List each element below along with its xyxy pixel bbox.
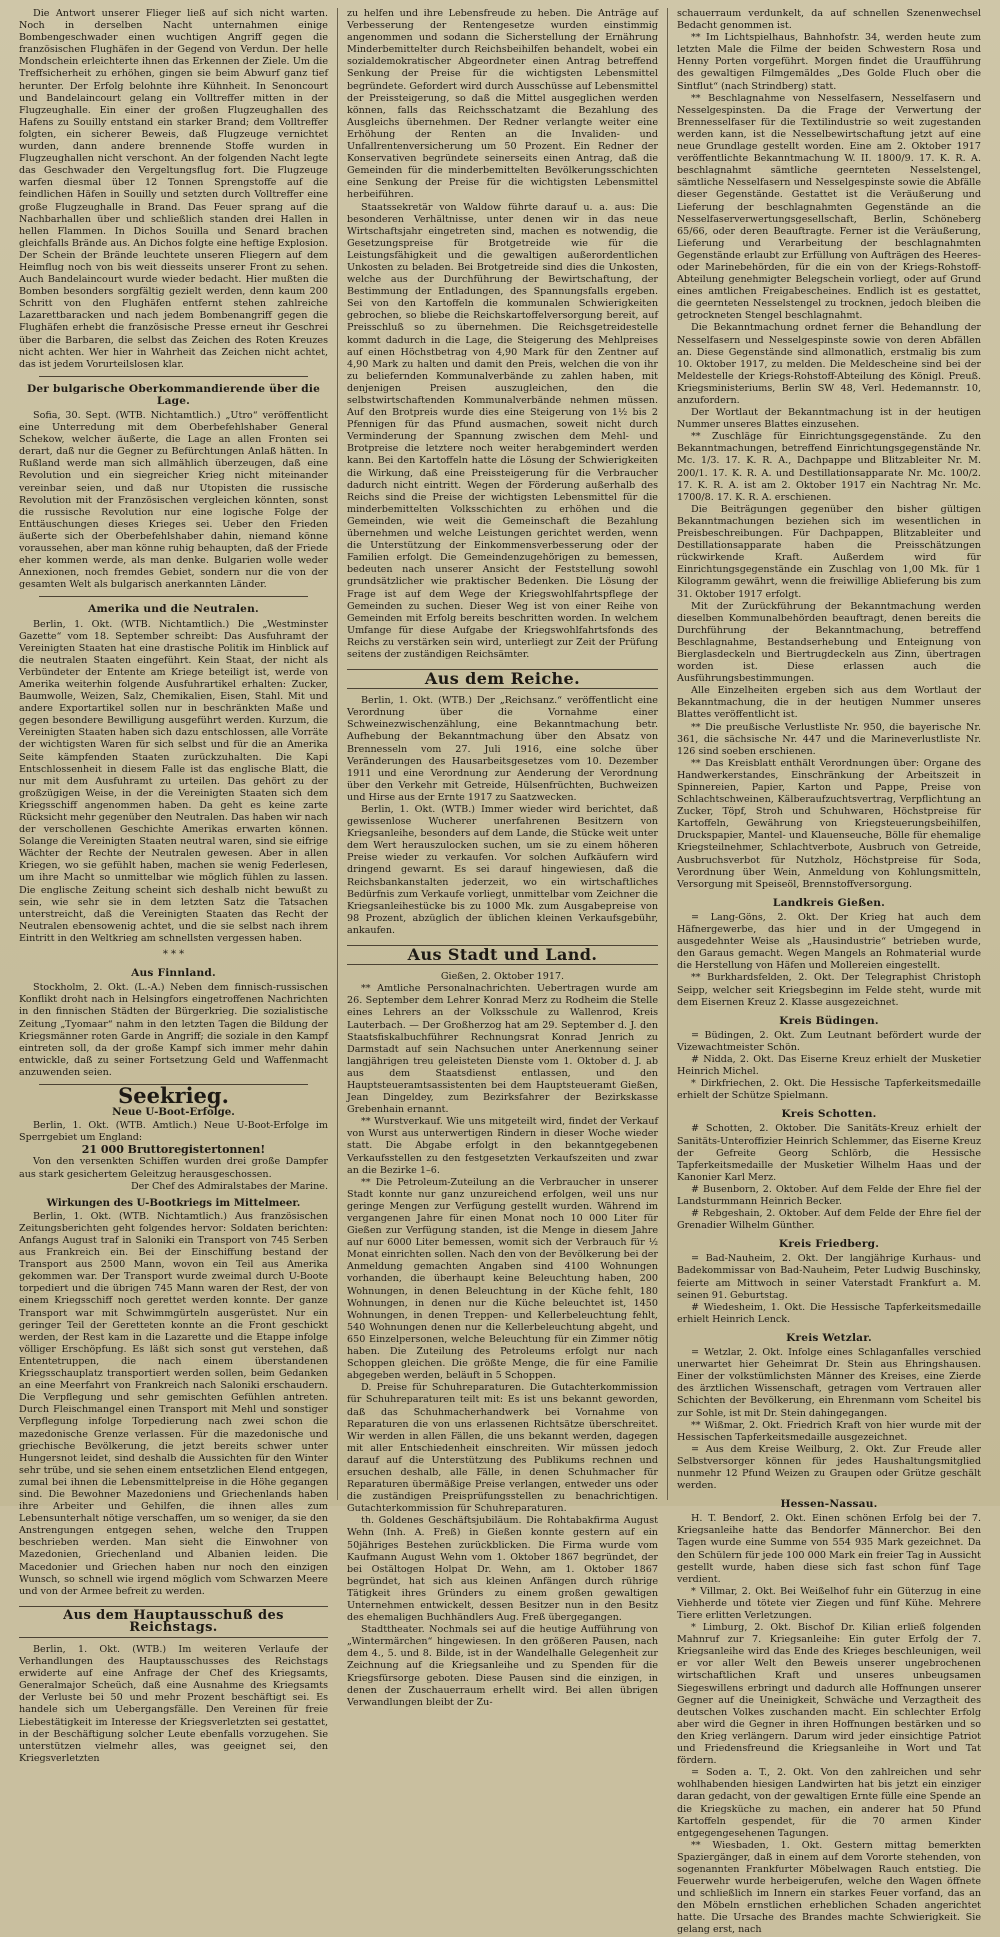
heading-seekrieg: Seekrieg. (118, 1082, 229, 1108)
heading-hessen-nassau: Hessen-Nassau. (780, 1498, 878, 1511)
article-bulgarian-commander: Sofia, 30. Sept. (WTB. Nichtamtlich.) „Utro“ veröffentlicht eine Unterredung mit dem Oberbefehlshaber General Schekow, welcher äußerte, die Lage an allen Fronten sei derart, daß nur die Gegner zu Befürchtungen Anlaß hätten. In Rußland werde man sich allmählich überzeugen, daß eine Revolution und ein siegreicher Krieg nicht miteinander vereinbar seien, und daß nur Utopisten die russische Revolution mit der Französischen vergleichen könnten, sonst die russische Revolution nur eine logische Folge der Enttäuschungen dieses Krieges sei. Ueber den Frieden äußerte sich der Oberbefehlshaber dahin, niemand könne voraussehen, aber man könne ruhig behaupten, daß der Friede eher kommen werde, als man denke. Bulgarien wolle weder Annexionen, noch fremdes Gebiet, sondern nur die von der gesamten Welt als bulgarisch anerkannten Länder. (19, 410, 328, 591)
article-waldow: Staatssekretär von Waldow führte darauf u. a. aus: Die besonderen Verhältnisse, unter denen wir in das neue Wirtschaftsjahr eingetreten sind, machen es notwendig, die Gesetzungspreise für Brotgetreide wie für die Leistungsfähigkeit und die gewaltigen außerordentlichen Unkosten zu beladen. Bei Brotgetreide sind dies die Unkosten, welche aus der Durchführung der Bewirtschaftung, der Bestimmung der Entladungen, des Spannungsfalls ergeben. Sei von den Kartoffeln die kommunalen Schwierigkeiten gebrochen, so bliebe die Reichskartoffelversorgung bereit, auf Preisschluß so zu übernehmen. Die Reichsgetreidestelle kommt dadurch in die Lage, die Steigerung des Mehlpreises auf einen Höchstbetrag von 4,90 Mark für den Zentner auf 4,90 Mark zu halten und damit den Preis, welchen die von ihr zu beliefernden Kommunalverbände zu zahlen haben, mit denjenigen Preisen auszugleichen, den die selbstwirtschaftenden Kommunalverbände nehmen müssen. Auf den Brotpreis wurde dies eine Steigerung von 1½ bis 2 Pfennigen für das Pfund ausmachen, soweit nicht durch Verminderung der Spannung zwischen dem Mehl- und Brotpreise die letztere noch weiter herabgemindert werden kann. Bei den Kartoffeln hatte die Lösung der Schwierigkeiten die Wirkung, daß eine Preissteigerung für die Verbraucher dadurch nicht eintritt. Wegen der Förderung außerhalb des Reichs sind die Preise der wichtigsten Lebensmittel für die minderbemittelten Volksschichten zu erhöhen und die Gemeinden, wie weit die Gemeinschaft die Bezahlung übernehmen und welche Leistungen gerichtet werden, wenn die Unterstützung der Einkommensverbesserung oder der Familien erfolgt. Die Gemeindenzugehörigen zu bemessen, bedeuten nach unserer Ansicht der Feststellung sowohl grundsätzlicher wie praktischer Bedenken. Die Lösung der Frage ist auf dem Wege der Kriegswohlfahrtspflege der Gemeinden zu suchen. Dieser Weg ist von einer Reihe von Gemeinden mit Erfolg bereits beschritten worden. In welchem Umfange für diese Aufgabe der Kriegswohlfahrtsfonds des Reichs zu verstärken sein wird, unterliegt zur Zeit der Prüfung seitens der zuständigen Reichsämter. (347, 201, 658, 660)
heading-kreis-buedingen: Kreis Büdingen. (779, 1014, 879, 1027)
article-einrichtung-3: Mit der Zurückführung der Bekanntmachung werden dieselben Kommunalbehörden beauftragt, denen bereits die Durchführung der Bekanntmachung, betreffend Beschlagnahme, Bestandserhebung und Enteignung von Bierglasdeckeln und Biertrugdeckeln aus Zinn, übertragen worden ist. Diese erlassen auch die Ausführungsbestimmungen. (677, 600, 981, 685)
article-dirkfriechen: * Dirkfriechen, 2. Okt. Die Hessische Tapferkeitsmedaille erhielt der Schütze Spielmann. (677, 1078, 981, 1102)
subheading-mittelmeer: Wirkungen des U-Bootkriegs im Mittelmeer. (46, 1196, 301, 1209)
article-lang-goens: = Lang-Göns, 2. Okt. Der Krieg hat auch dem Häfnergewerbe, das hier und in der Umgegend in ausgedehnter Weise als „Hausindustrie“ betrieben wurde, den Garaus gemacht. Wegen Mangels an Rohmaterial wurde die Herstellung von Häfen und Mollereien eingestellt. (677, 911, 981, 972)
article-jubilaeum: th. Goldenes Geschäftsjubiläum. Die Rohtabakfirma August Wehn (Inh. A. Freß) in Gießen konnte gestern auf ein 50jähriges Bestehen zurückblicken. Die Firma wurde vom Kaufmann August Wehn vom 1. Oktober 1867 begründet, der bei Ostältogen Holpat Dr. Wehn, am 1. Oktober 1867 begründet, hat sich aus kleinen Anfängen durch rührige Tätigkeit ihres Gründers zu einem großen gewaltigen Unternehmen entwickelt, dessen Besitzer nun in den Besitz des ehemaligen Buchhändlers Aug. Freß übergegangen. (347, 1515, 658, 1624)
article-wetzlar: = Wetzlar, 2. Okt. Infolge eines Schlaganfalles verschied unerwartet hier Geheimrat Dr. Stein aus Ehringshausen. Einer der volkstümlichsten Männer des Kreises, eine Zierde des ärztlichen Wissenschaft, getragen vom Vertrauen aller Schichten der Bevölkerung, ein Ehrenmann vom Scheitel bis zur Sohle, ist mit Dr. Stein dahingegangen. (677, 1347, 981, 1419)
article-einrichtung: ** Zuschläge für Einrichtungsgegenstände. Zu den Bekanntmachungen, betreffend Einrichtungsgegenstände Nr. Mc. 1/3. 17. K. R. A., Dachpappe und Blitzableiter Nr. M. 200/1. 17. K. R. A. und Destillationsapparate Nr. Mc. 100/2. 17. K. R. A. ist am 2. Oktober 1917 ein Nachtrag Nr. Mc. 1700/8. 17. K. R. A. erschienen. (677, 431, 981, 503)
article-nessel-2: Die Bekanntmachung ordnet ferner die Behandlung der Nesselfasern und Nesselgespinste sowie von deren Abfällen an. Diese Gegenstände sind allmonatlich, erstmalig bis zum 10. Oktober 1917, zu melden. Die Meldescheine sind bei der Meldestelle der Kriegs-Rohstoff-Abteilung des Königl. Preuß. Kriegsministeriums, Berlin SW 48, Verl. Hedemannstr. 10, anzufordern. (677, 322, 981, 406)
article-nessel: ** Beschlagnahme von Nesselfasern, Nesselfasern und Nesselgespinsten. Da die Frage der Verwertung der Brennesselfaser für die Textilindustrie so weit zugestanden werden kann, ist die Nesselbewirtschaftung jetzt auf eine neue Grundlage gestellt worden. Eine am 2. Oktober 1917 veröffentlichte Bekanntmachung W. II. 1800/9. 17. K. R. A. beschlagnahmt sämtliche geernteten Nesselstengel, sämtliche Nesselfasern und Nesselgespinste sowie die Abfälle dieser Gegenstände. Gestattet ist die Veräußerung und Lieferung der beschlagnahmten Gegenstände an die Nesselfaserverwertungsgesellschaft, Berlin, Schöneberg 65/66, oder deren Beauftragte. Ferner ist die Veräußerung, Lieferung und Verarbeitung der beschlagnahmten Gegenstände erlaubt zur Erfüllung von Aufträgen des Heeres- oder Marinebehörden, für die ein von der Kriegs-Rohstoff-Abteilung genehmigter Belegschein vorliegt, oder auf Grund eines amtlichen Freigabescheines. Endlich ist es gestattet, die geernteten Nesselstengel zu trocknen, jedoch bleiben die getrockneten Stengel beschlagnahmt. (677, 92, 981, 322)
article-bad-nauheim: = Bad-Nauheim, 2. Okt. Der langjährige Kurhaus- und Badekommissar von Bad-Nauheim, Peter Ludwig Buschinsky, feierte am Mittwoch in seiner Vaterstadt Frankfurt a. M. seinen 91. Geburtstag. (677, 1253, 981, 1301)
column-3 (668, 8, 990, 1936)
article-petroleum: ** Die Petroleum-Zuteilung an die Verbraucher in unserer Stadt konnte nur ganz unzureichend erfolgen, weil uns nur geringe Mengen zur Verfügung gestellt wurden. Während im vergangenen Jahre für einen Monat noch 10 000 Liter für Gießen zur Verfügung standen, ist die Menge in diesem Jahre auf nur 6000 Liter bemessen, womit sich der Verbrauch für ½ Monat einrichten sollen. Nach den von der Bevölkerung bei der Anmeldung gemachten Angaben sind 4100 Wohnungen vorhanden, die überhaupt keine Beleuchtung haben, 200 Wohnungen, in denen Beleuchtung in der Küche fehlt, 180 Wohnungen, in denen nur die Küche beleuchtet ist, 1450 Wohnungen, in denen Treppen- und Kellerbeleuchtung fehlt, 540 Wohnungen denen nur die Kellerbeleuchtung abgeht, und 650 Einzelpersonen, welche Beleuchtung für ein Zimmer nötig haben. Die Zuteilung des Petroleums erfolgt nur nach Schoppen gleichen. Die größte Menge, die für eine Familie abgegeben werden, beläuft in 5 Schoppen. (347, 1176, 658, 1382)
dateline-giessen: Gießen, 2. Oktober 1917. (440, 971, 565, 983)
section-stadt-und-land: Aus Stadt und Land. (347, 945, 658, 965)
article-uboot: Berlin, 1. Okt. (WTB. Amtlich.) Neue U-Boot-Erfolge im Sperrgebiet um England: (19, 1120, 328, 1144)
article-nidda: # Nidda, 2. Okt. Das Eiserne Kreuz erhielt der Musketier Heinrich Michel. (677, 1053, 981, 1078)
section-stars: * * * (162, 949, 185, 961)
article-flieger-vergeltung: Die Antwort unserer Flieger ließ auf sich nicht warten. Noch in derselben Nacht unternahmen einige Bombengeschwader einen wuchtigen Angriff gegen die französischen Flughäfen in der Gegend von Verdun. Der helle Mondschein erleichterte ihnen das Erkennen der Ziele. Um die Treffsicherheit zu erhöhen, gingen sie beim Abwurf ganz tief herunter. Der Erfolg belohnte ihre Kühnheit. In Senoncourt und Bandelaincourt gelang ein Volltreffer mitten in der Flugzeughalle. Ein einer der großen Flugzeughallen des Hafens zu Souilly entstand ein starker Brand; dem Volltreffer folgten, ein sicherer Beweis, daß Flugzeuge vernichtet wurden, dann andere brennende Stoffe wurden in Flugzeughallen nicht verschont. An der folgenden Nacht legte das Geschwader den Vergeltungsflug fort. Die Flugzeuge warfen diesmal über 12 Tonnen Sprengstoffe auf die feindlichen Häfen in Souilly und setzten durch Volltreffer eine große Flugzeughalle in Brand. Das Feuer sprang auf die Nachbarhallen über und schließlich standen drei Hallen in hellen Flammen. In Dichos Souilla und Senard brachen gleichfalls Brände aus. An Dichos folgte eine heftige Explosion. Der Schein der Brände leuchtete unseren Fliegern auf dem Heimflug noch von bis weit diesseits unserer Front zu sehen. Auch Bandelaincourt wurde wieder bedacht. Hier mußten die Bomben besonders sorgfältig gezielt werden, denn kaum 200 Schritt von den Flughäfen entfernt stehen zahlreiche Lazarettbaracken und nach jedem Bombenangriff gegen die Flughäfen erhebt die französische Presse erneut ihr Geschrei über die Barbaren, die selbst das Zeichen des Roten Kreuzes nicht achten. Wer hier in Wahrheit das Zeichen nicht achtet, das ist jedem Vorurteilslosen klar. (19, 8, 328, 370)
article-verlustliste: ** Die preußische Verlustliste Nr. 950, die bayerische Nr. 361, die sächsische Nr. 447 und die Marineverlustliste Nr. 126 sind soeben erschienen. (677, 721, 981, 757)
heading-kreis-wetzlar: Kreis Wetzlar. (786, 1331, 872, 1344)
article-reiche-2: Berlin, 1. Okt. (WTB.) Immer wieder wird berichtet, daß gewissenlose Wucherer unerfahrenen Besitzern von Kriegsanleihe, besonders auf dem Lande, die Stücke weit unter dem Wert herauszulocken suchen, um sie zu einem höheren Preise wieder zu verkaufen. Vor solchen Aufkäufern wird dringend gewarnt. Es sei darauf hingewiesen, daß die Reichsbankanstalten jederzeit, wo ein wirtschaftliches Bedürfnis zum Verkaufe vorliegt, unmittelbar vom Zeichner die Kriegsanleihestücke bis zu 1000 Mk. zum Ausgabepreise von 98 Prozent, abzüglich der üblichen kleinen Verkaufsgebühr, ankaufen. (347, 804, 658, 936)
article-wurst: ** Wurstverkauf. Wie uns mitgeteilt wird, findet der Verkauf von Wurst aus unterwertigen Rindern in dieser Woche wieder statt. Die Abgabe erfolgt in den bekanntgegebenen Verkaufsstellen zu den festgesetzten Verkaufszeiten und zwar an die Bezirke 1–6. (347, 1116, 658, 1176)
article-hauptausschuss: Berlin, 1. Okt. (WTB.) Im weiteren Verlaufe der Verhandlungen des Hauptausschusses des Reichstags erwiderte auf eine Anfrage der Chef des Kriegsamts, Generalmajor Scheüch, daß eine Ausnahme des Kriegsamts der Verluste bei 50 und mehr Prozent beschäftigt sei. Es handele sich um Uebergangsfälle. Den Vereinen für freie Liebestätigkeit im Interesse der Kriegsverletzten sei gestattet, in der Beschäftigung solcher Leute ebenfalls vorzugehen. Sie unterstützen vielmehr alles, was geeignet sei, den Kriegsverletzten (19, 1644, 328, 1764)
heading-finland: Aus Finnland. (131, 967, 216, 980)
article-limburg: * Limburg, 2. Okt. Bischof Dr. Kilian erließ folgenden Mahnruf zur 7. Kriegsanleihe: Ein guter Erfolg der 7. Kriegsanleihe wird das Ende des Krieges beschleunigen, weil er vor aller Welt den Beweis unserer ungebrochenen wirtschaftlichen Kraft und unseres unbeugsamen Siegeswillens erbringt und dadurch alle Hoffnungen unserer Gegner auf die Uneinigkeit, Schwäche und Verzagtheit des deutschen Volkes zuschanden macht. Ein schlechter Erfolg aber wird die Gegner in ihren Hoffnungen bestärken und so den Krieg verlängern. Darum wird jeder einsichtige Patriot und Friedensfreund die Kriegsanleihe in Wort und Tat fördern. (677, 1622, 981, 1767)
article-schotten: # Schotten, 2. Oktober. Die Sanitäts-Kreuz erhielt der Sanitäts-Unteroffizier Heinrich Schlemmer, das Eiserne Kreuz der Gefreite Georg Schlörb, die Hessische Tapferkeitsmedaille der Musketier Wilhelm Haas und der Kanonier Karl Merz. (677, 1123, 981, 1183)
section-aus-dem-reiche: Aus dem Reiche. (347, 669, 658, 689)
heading-kreis-friedberg: Kreis Friedberg. (778, 1238, 880, 1251)
heading-bulgarian-commander: Der bulgarische Oberkommandierende über die Lage. (26, 382, 321, 407)
article-kreisblatt: ** Das Kreisblatt enthält Verordnungen über: Organe des Handwerkerstandes, Einschränkung der Arbeitszeit in Spinnereien, Papier, Karton und Pappe, Preise von Schlachtschweinen, Kälberaufzuchtsvertrag, Verpflichtung an Zucker, Töpf, Stroh und Schuhwaren, Höchstpreise für Kartoffeln, Gewährung von Kriegsteuerungsbeihilfen, Druckspapier, Mantel- und Klauenseuche, Bölle für ehemalige Kriegsteilnehmer, Schlachtverbote, Ausbruch von Getreide, Ausbruchsverbot für Nutzholz, Höchstpreise für Soda, Verordnung über Wein, Anmeldung von Kohlungsmitteln, Versorgung mit Speiseöl, Brennstoffversorgung. (677, 757, 981, 890)
article-einrichtung-4: Alle Einzelheiten ergeben sich aus dem Wortlaut der Bekanntmachung, die in der heutigen Nummer unseres Blattes veröffentlicht ist. (677, 685, 981, 721)
article-villmar: * Villmar, 2. Okt. Bei Weißelhof fuhr ein Güterzug in eine Viehherde und tötete vier Ziegen und fünf Kühe. Mehrere Tiere erlitten Verletzungen. (677, 1585, 981, 1621)
article-buedingen: = Büdingen, 2. Okt. Zum Leutnant befördert wurde der Vizewachtmeister Schön. (677, 1029, 981, 1053)
article-personal: ** Amtliche Personalnachrichten. Uebertragen wurde am 26. September dem Lehrer Konrad Merz zu Rodheim die Stelle eines Lehrers an der Volksschule zu Wallenrod, Kreis Lauterbach. — Der Großherzog hat am 29. September d. J. den Staatsfiskalbuchführer Rechnungsrat Konrad Jenrich zu Darmstadt auf sein Nachsuchen unter Anerkennung seiner langjährigen treu geleisteten Dienste vom 1. Oktober d. J. ab aus dem Staatsdienst entlassen, und den Hauptsteueramtsassistenten bei dem Hauptsteueramt Gießen, Jean Dingeldey, zum Bezirksfahrer der Bezirkskasse Grebenhain ernannt. (347, 983, 658, 1116)
article-burkhardsfelden: ** Burkhardsfelden, 2. Okt. Der Telegraphist Christoph Seipp, welcher seit Kriegsbeginn im Felde steht, wurde mit dem Eisernen Kreuz 2. Klasse ausgezeichnet. (677, 972, 981, 1008)
article-theater-cont: schauerraum verdunkelt, da auf schnellen Szenenwechsel Bedacht genommen ist. (677, 8, 981, 32)
section-hauptausschuss: Aus dem Hauptausschuß des Reichstags. (19, 1606, 328, 1638)
article-rebgeshain: # Rebgeshain, 2. Oktober. Auf dem Felde der Ehre fiel der Grenadier Wilhelm Günther. (677, 1208, 981, 1232)
article-reiche-1: Berlin, 1. Okt. (WTB.) Der „Reichsanz.“ veröffentlicht eine Verordnung über die Vornahme einer Schweinezwischenzählung, eine Bekanntmachung betr. Aufhebung der Bekanntmachung über den Absatz von Brennesseln vom 27. Juli 1916, eine solche über Veränderungen des Hausarbeitsgesetzes vom 10. Dezember 1911 und eine Verordnung zur Aenderung der Verordnung über den Verkehr mit Getreide, Hülsenfrüchten, Buchweizen und Hirse aus der Ernte 1917 zu Saatzwecken. (347, 695, 658, 803)
article-busenborn: # Busenborn, 2. Oktober. Auf dem Felde der Ehre fiel der Landsturmmann Heinrich Becker. (677, 1183, 981, 1207)
article-uboot-2: Von den versenkten Schiffen wurden drei große Dampfer aus stark gesichertem Geleitzug herausgeschossen. (19, 1156, 328, 1180)
article-schuhreparaturen: D. Preise für Schuhreparaturen. Die Gutachterkommission für Schuhreparaturen teilt mit: Es ist uns bekannt geworden, daß das Schuhmacherhandwerk bei Vornahme von Reparaturen die von uns erlassenen Richtsätze überschreitet. Wir werden in allen Fällen, die uns bekannt werden, dagegen mit aller Entschiedenheit einschreiten. Wir müssen jedoch darauf auf die Unterstützung des Publikums rechnen und ersuchen deshalb, alle Fälle, in denen Schuhmacher für Reparaturen übermäßige Preise verlangen, entweder uns oder die zuständigen Preisprüfungsstellen zu benachrichtigen. Gutachterkommission für Schuhreparaturen. (347, 1382, 658, 1515)
subheading-uboot-erfolge: Neue U-Boot-Erfolge. (112, 1106, 235, 1119)
article-stadttheater: Stadttheater. Nochmals sei auf die heutige Aufführung von „Wintermärchen“ hingewiesen. In den größeren Pausen, nach dem 4., 5. und 8. Bilde, ist in der Wandelhalle Gelegenheit zur Zeichnung auf die Kriegsanleihe und zu Spenden für die Kriegsfürsorge geboten. Diese Pausen sind die einzigen, in denen der Zuschauerraum erhellt wird. Bei allen übrigen Verwandlungen bleibt der Zu- (347, 1624, 658, 1708)
article-einrichtung-2: Die Beiträgungen gegenüber den bisher gültigen Bekanntmachungen beziehen sich im wesentlichen in Preisbeschreibungen. Für Dachpappen, Blitzableiter und Destillationsapparate haben die Preisschätzungen rückwirkende Kraft. Außerdem wird für Einrichtungsgegenstände ein Zuschlag von 1,00 Mk. für 1 Kilogramm gewährt, wenn die freiwillige Ablieferung bis zum 31. Oktober 1917 erfolgt. (677, 503, 981, 600)
signature-admiralstab: Der Chef des Admiralstabes der Marine. (130, 1180, 328, 1192)
article-america-neutrals: Berlin, 1. Okt. (WTB. Nichtamtlich.) Die „Westminster Gazette“ vom 18. September schreibt: Das Ausfuhramt der Vereinigten Staaten hat eine drastische Politik im Hinblick auf die neutralen Staaten eingeführt. Kein Staat, der nicht als Verbündeter der Entente am Kriege beteiligt ist, werde von Amerika weiterhin folgende Ausfuhrartikel erhalten: Zucker, Baumwolle, Weizen, Salz, Chemikalien, Eisen, Stahl. Mit und andere Exportartikel sollen nur in beschränkten Maße und gegen besondere Bewilligung ausgeführt werden. Kurzum, die Vereinigten Staaten haben sich dazu entschlossen, alle Vorräte der wichtigsten Waren für sich selbst und für die an Amerika Seite kämpfenden Staaten zurückzuhalten. Die Kapi Entschlossenheit in diesem Falle ist das englische Blatt, die nur mit dem Ausfuhramt zu urteilen. Das gehört zu der großzügigen Weise, in der die Vereinigten Staaten sich dem Kriegsschiff angenommen haben. Da geht es keine zarte Rücksicht mehr gegenüber den Neutralen. Das haben wir nach der verschollenen Geschichte Amerikas erwarten können. Solange die Vereinigten Staaten neutral waren, sind sie eifrige Wächter der Rechte der Neutralen gewesen. Aber in allen Kriegen, wo sie gefühlt haben, machen sie wenig Federlesen, um ihre Macht so unmittelbar wie möglich fühlen zu lassen. Die englische Zeitung scheint sich deshalb nicht bewußt zu sein, wie sehr sie in dem letzten Satz die Tatsachen unterstreicht, daß die Vereinigten Staaten das Recht der Neutralen ebensowenig achtet, und die sie selbst nach ihrem Eintritt in den Weltkrieg am schnellsten vergessen haben. (19, 618, 328, 944)
article-wiedesheim: # Wiedesheim, 1. Okt. Die Hessische Tapferkeitsmedaille erhielt Heinrich Lenck. (677, 1301, 981, 1325)
article-wissmar: ** Wißmar, 2. Okt. Friedrich Kraft von hier wurde mit der Hessischen Tapferkeitsmedaille ausgezeichnet. (677, 1419, 981, 1443)
heading-america-neutrals: Amerika und die Neutralen. (88, 603, 259, 616)
article-lichtspielhaus: ** Im Lichtspielhaus, Bahnhofstr. 34, werden heute zum letzten Male die Filme der beiden Schwestern Rosa und Henny Porten vorgeführt. Morgen findet die Uraufführung des gewaltigen Filmgemäldes „Des Golde Fluch ober die Sintflut“ (nach Strindberg) statt. (677, 32, 981, 92)
article-kreis-weilburg: = Aus dem Kreise Weilburg, 2. Okt. Zur Freude aller Selbstversorger können für jedes Haushaltungsmitglied nunmehr 12 Pfund Weizen zu Graupen oder Grütze geschält werden. (677, 1443, 981, 1492)
article-finland: Stockholm, 2. Okt. (L.-A.) Neben dem finnisch-russischen Konflikt droht nach in Helsingfors eingetroffenen Nachrichten in den finnischen Städten der Bürgerkrieg. Die sozialistische Zeitung „Tyomaar“ nahm in den letzten Tagen die Bildung der Kriegsmänner roten Garde in Angriff; die soziale in den Kampf eintreten soll, da der große Kampf sich immer mehr dahin entwickle, daß zu seiner Fortsetzung Geld und Waffenmacht anzuwenden seien. (19, 982, 328, 1078)
article-soden: = Soden a. T., 2. Okt. Von den zahlreichen und sehr wohlhabenden hiesigen Landwirten hat bis jetzt ein einziger daran gedacht, von der gewaltigen Ernte fülle eine Spende an die Kriegsküche zu machen, ein anderer hat 50 Pfund Kartoffeln gespendet, für die 70 armen Kinder entgegengesehenen Tagungen. (677, 1767, 981, 1839)
heading-kreis-schotten: Kreis Schotten. (781, 1108, 877, 1121)
article-wiesbaden: ** Wiesbaden, 1. Okt. Gestern mittag bemerkten Spaziergänger, daß in einem auf dem Vororte stehenden, von sogenannten Frankfurter Möbelwagen Rauch entstieg. Die Feuerwehr wurde herbeigerufen, welche den Wagen öffnete und schließlich im Innern ein starkes Feuer vorfand, das an den Möbeln ernstlichen erheblichen Schaden angerichtet hatte. Die Ursache des Brandes machte Schwierigkeit. Sie gelang erst, nach (677, 1839, 981, 1936)
column-2 (338, 8, 668, 1708)
article-mittelmeer: Berlin, 1. Okt. (WTB. Nichtamtlich.) Aus französischen Zeitungsberichten geht folgendes hervor: Soldaten berichten: Anfangs August traf in Saloniki ein Transport von 745 Serben aus Frankreich ein. Bei der Einschiffung bestand der Transport aus 2500 Mann, wovon ein Teil aus Amerika gekommen war. Der Transport wurde zweimal durch U-Boote torpediert und die übrigen 745 Mann waren der Rest, der von einem Kriegsschiff noch gerettet werden konnte. Der ganze Transport war mit Schwimmgürteln ausgerüstet. Nur ein geringer Teil der Geretteten konnte an die Front geschickt werden, der Rest kam in die Lazarette und die Etappe infolge völliger Erschöpfung. Es läßt sich sonst gut verstehen, daß Ententetruppen, die nach einem überstandenen Kriegsschauplatz transportiert werden sollen, beim Gedanken an eine Meerfahrt von Frankreich nach Saloniki erschaudern. Die Verpflegung und sehr gemischten Gefühlen antreten. Durch Fleischmangel einen Transport mit Mehl und sonstiger Verpflegung infolge Torpedierung nach zwei schon die mazedonische Grenze verlassen. Für die mazedonische und griechische Bevölkerung, die jetzt bereits schwer unter Hungersnot leidet, sind deshalb die Aussichten für den Winter sehr trübe, und sie sehen einem entsetzlichen Elend entgegen, zumal bei ihnen die Lebensmittelpreise in die Höhe gegangen sind. Die Bewohner Mazedoniens und Griechenlands haben ihre Arbeiter und Gehilfen, die ihnen alles zum Lebensunterhalt nötige verschaffen, um so weniger, da sie den Anstrengungen entgegen sehen, welche den Truppen beschrieben werden. Man sieht die Einwohner von Mazedonien, Griechenland und Albanien leiden. Die Macedonier und Griechen haben nur noch den einzigen Wunsch, so schnell wie irgend möglich vom Schwarzen Meere und von der Armee befreit zu werden. (19, 1210, 328, 1597)
divider (39, 376, 308, 377)
column-1 (10, 8, 338, 1764)
divider (39, 596, 308, 597)
article-hauptausschuss-cont: zu helfen und ihre Lebensfreude zu heben. Die Anträge auf Verbesserung der Rentengesetze wurden einstimmig angenommen und sodann die Sicherstellung der Ernährung Minderbemittelter durch Reichsbeihilfen behandelt, wobei ein sozialdemokratischer Abgeordneter einen Antrag betreffend Senkung der Preise für die wichtigsten Lebensmittel begründete. Gefordert wird durch Ausschüsse auf Lebensmittel der Preissteigerung, so daß die Mittel ausgeglichen werden können, falls das Reichsschatzamt die Bezahlung des Ausgleichs übernehmen. Der Redner verlangte weiter eine Erhöhung der Renten an die Invaliden- und Unfallrentenversicherung um 50 Prozent. Ein Redner der Konservativen begründete seinerseits einen Antrag, daß die Gemeinden für die minderbemittelten Bevölkerungsschichten eine Senkung der Preise für die wichtigsten Lebensmittel herbeiführen. (347, 8, 658, 201)
heading-landkreis-giessen: Landkreis Gießen. (772, 896, 886, 909)
tonnage-figure: 21 000 Bruttoregistertonnen! (81, 1143, 266, 1157)
article-nessel-3: Der Wortlaut der Bekanntmachung ist in der heutigen Nummer unseres Blattes einzusehen. (677, 407, 981, 431)
article-bendorf: H. T. Bendorf, 2. Okt. Einen schönen Erfolg bei der 7. Kriegsanleihe hatte das Bendorfer Männerchor. Bei den Tagen wurde eine Summe von 554 935 Mark gezeichnet. Da den Schülern für jede 100 000 Mark ein freier Tag in Aussicht gestellt wurde, haben diese sich fast schon fünf Tage verdient. (677, 1513, 981, 1585)
